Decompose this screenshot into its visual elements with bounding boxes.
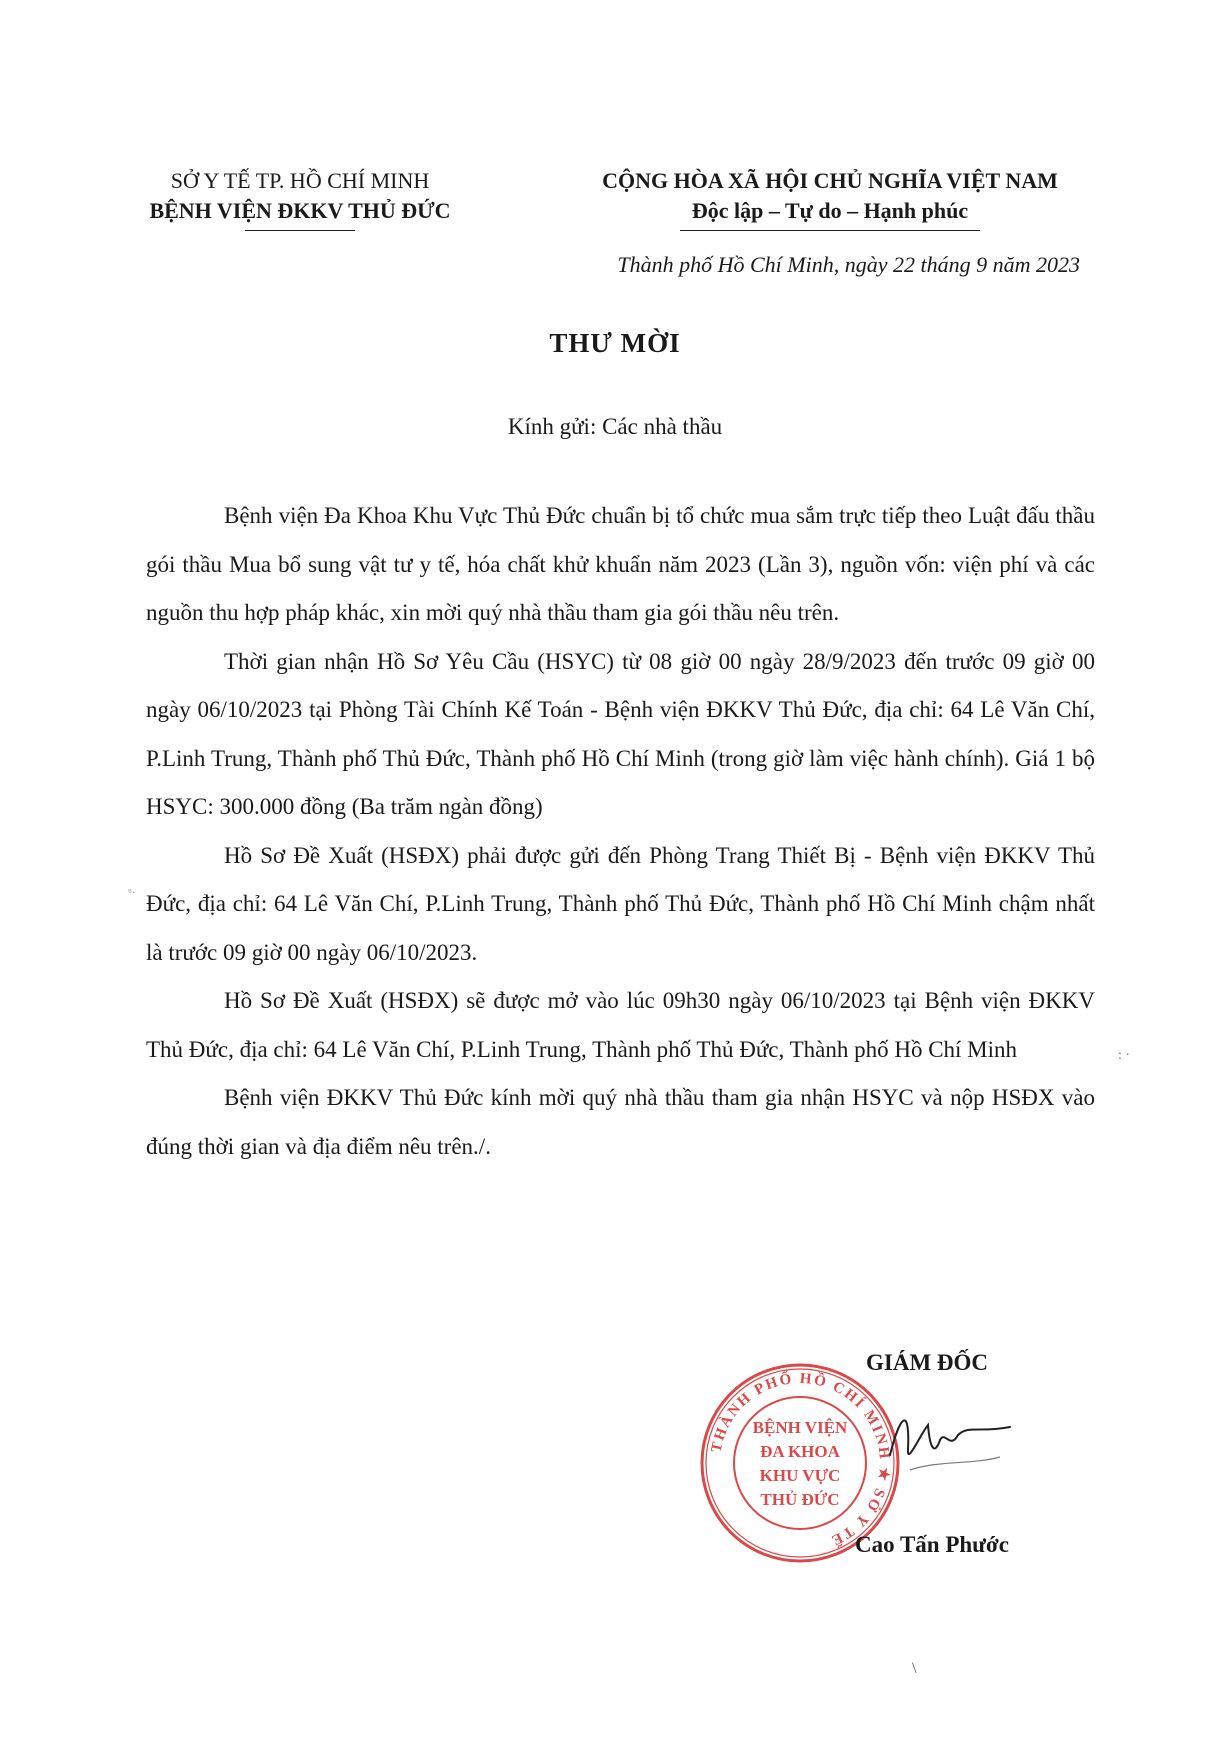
scan-speck: ᵘ· [128, 885, 136, 899]
handwritten-signature [880, 1395, 1020, 1495]
greeting: Kính gửi: Các nhà thầu [507, 414, 723, 439]
national-title: CỘNG HÒA XÃ HỘI CHỦ NGHĨA VIỆT NAM [602, 168, 1058, 193]
agency-header [120, 166, 480, 231]
paragraph-hsdx-submission: Hồ Sơ Đề Xuất (HSĐX) phải được gửi đến Phòng Trang Thiết Bị - Bệnh viện ĐKKV Thủ Đức, địa chỉ: 64 Lê Văn Chí, P.Linh Trung, Thành phố Thủ Đức, Thành phố Hồ Chí Minh chậm nhất là trước 09 giờ 00 ngày 06/10/2023. [146, 842, 1095, 965]
signer-title: GIÁM ĐỐC [866, 1350, 989, 1375]
stamp-line-2: ĐA KHOA [760, 1442, 840, 1461]
stamp-line-4: THỦ ĐỨC [760, 1490, 840, 1509]
stamp-line-3: KHU VỰC [759, 1466, 841, 1485]
paragraph-closing: Bệnh viện ĐKKV Thủ Đức kính mời quý nhà thầu tham gia nhận HSYC và nộp HSĐX vào đúng thời gian và địa điểm nêu trên./. [146, 1085, 1095, 1159]
stamp-ring-text: THÀNH PHỐ HỒ CHÍ MINH ★ SỞ Y TẾ [708, 1370, 893, 1549]
motto-underline [680, 230, 980, 231]
paragraph-hsdx-opening: Hồ Sơ Đề Xuất (HSĐX) sẽ được mở vào lúc 09h30 ngày 06/10/2023 tại Bệnh viện ĐKKV Thủ Đức, địa chỉ: 64 Lê Văn Chí, P.Linh Trung, Thành phố Thủ Đức, Thành phố Hồ Chí Minh [146, 988, 1095, 1062]
national-motto: Độc lập – Tự do – Hạnh phúc [691, 198, 969, 223]
national-header [580, 166, 1080, 231]
document-title: THƯ MỜI [549, 328, 681, 358]
paragraph-hsyc-timing: Thời gian nhận Hồ Sơ Yêu Cầu (HSYC) từ 08 giờ 00 ngày 28/9/2023 đến trước 09 giờ 00 ngày 06/10/2023 tại Phòng Tài Chính Kế Toán - Bệnh viện ĐKKV Thủ Đức, địa chỉ: 64 Lê Văn Chí, P.Linh Trung, Thành phố Thủ Đức, Thành phố Hồ Chí Minh (trong giờ làm việc hành chính). Giá 1 bộ HSYC: 300.000 đồng (Ba trăm ngàn đồng) [146, 648, 1095, 819]
stamp-line-1: BỆNH VIỆN [752, 1418, 848, 1437]
letter-body [146, 492, 1095, 1171]
scan-tick: \ [912, 1660, 917, 1677]
parent-agency: SỞ Y TẾ TP. HỒ CHÍ MINH [170, 168, 430, 193]
paragraph-intro: Bệnh viện Đa Khoa Khu Vực Thủ Đức chuẩn bị tổ chức mua sắm trực tiếp theo Luật đấu thầu gói thầu Mua bổ sung vật tư y tế, hóa chất khử khuẩn năm 2023 (Lần 3), nguồn vốn: viện phí và các nguồn thu hợp pháp khác, xin mời quý nhà thầu tham gia gói thầu nêu trên. [146, 503, 1095, 625]
scan-mark: : · [1118, 1048, 1131, 1063]
date-line: Thành phố Hồ Chí Minh, ngày 22 tháng 9 năm 2023 [617, 252, 1080, 277]
issuing-hospital: BỆNH VIỆN ĐKKV THỦ ĐỨC [149, 198, 451, 223]
agency-underline [245, 230, 355, 231]
signer-name: Cao Tấn Phước [855, 1532, 1009, 1557]
